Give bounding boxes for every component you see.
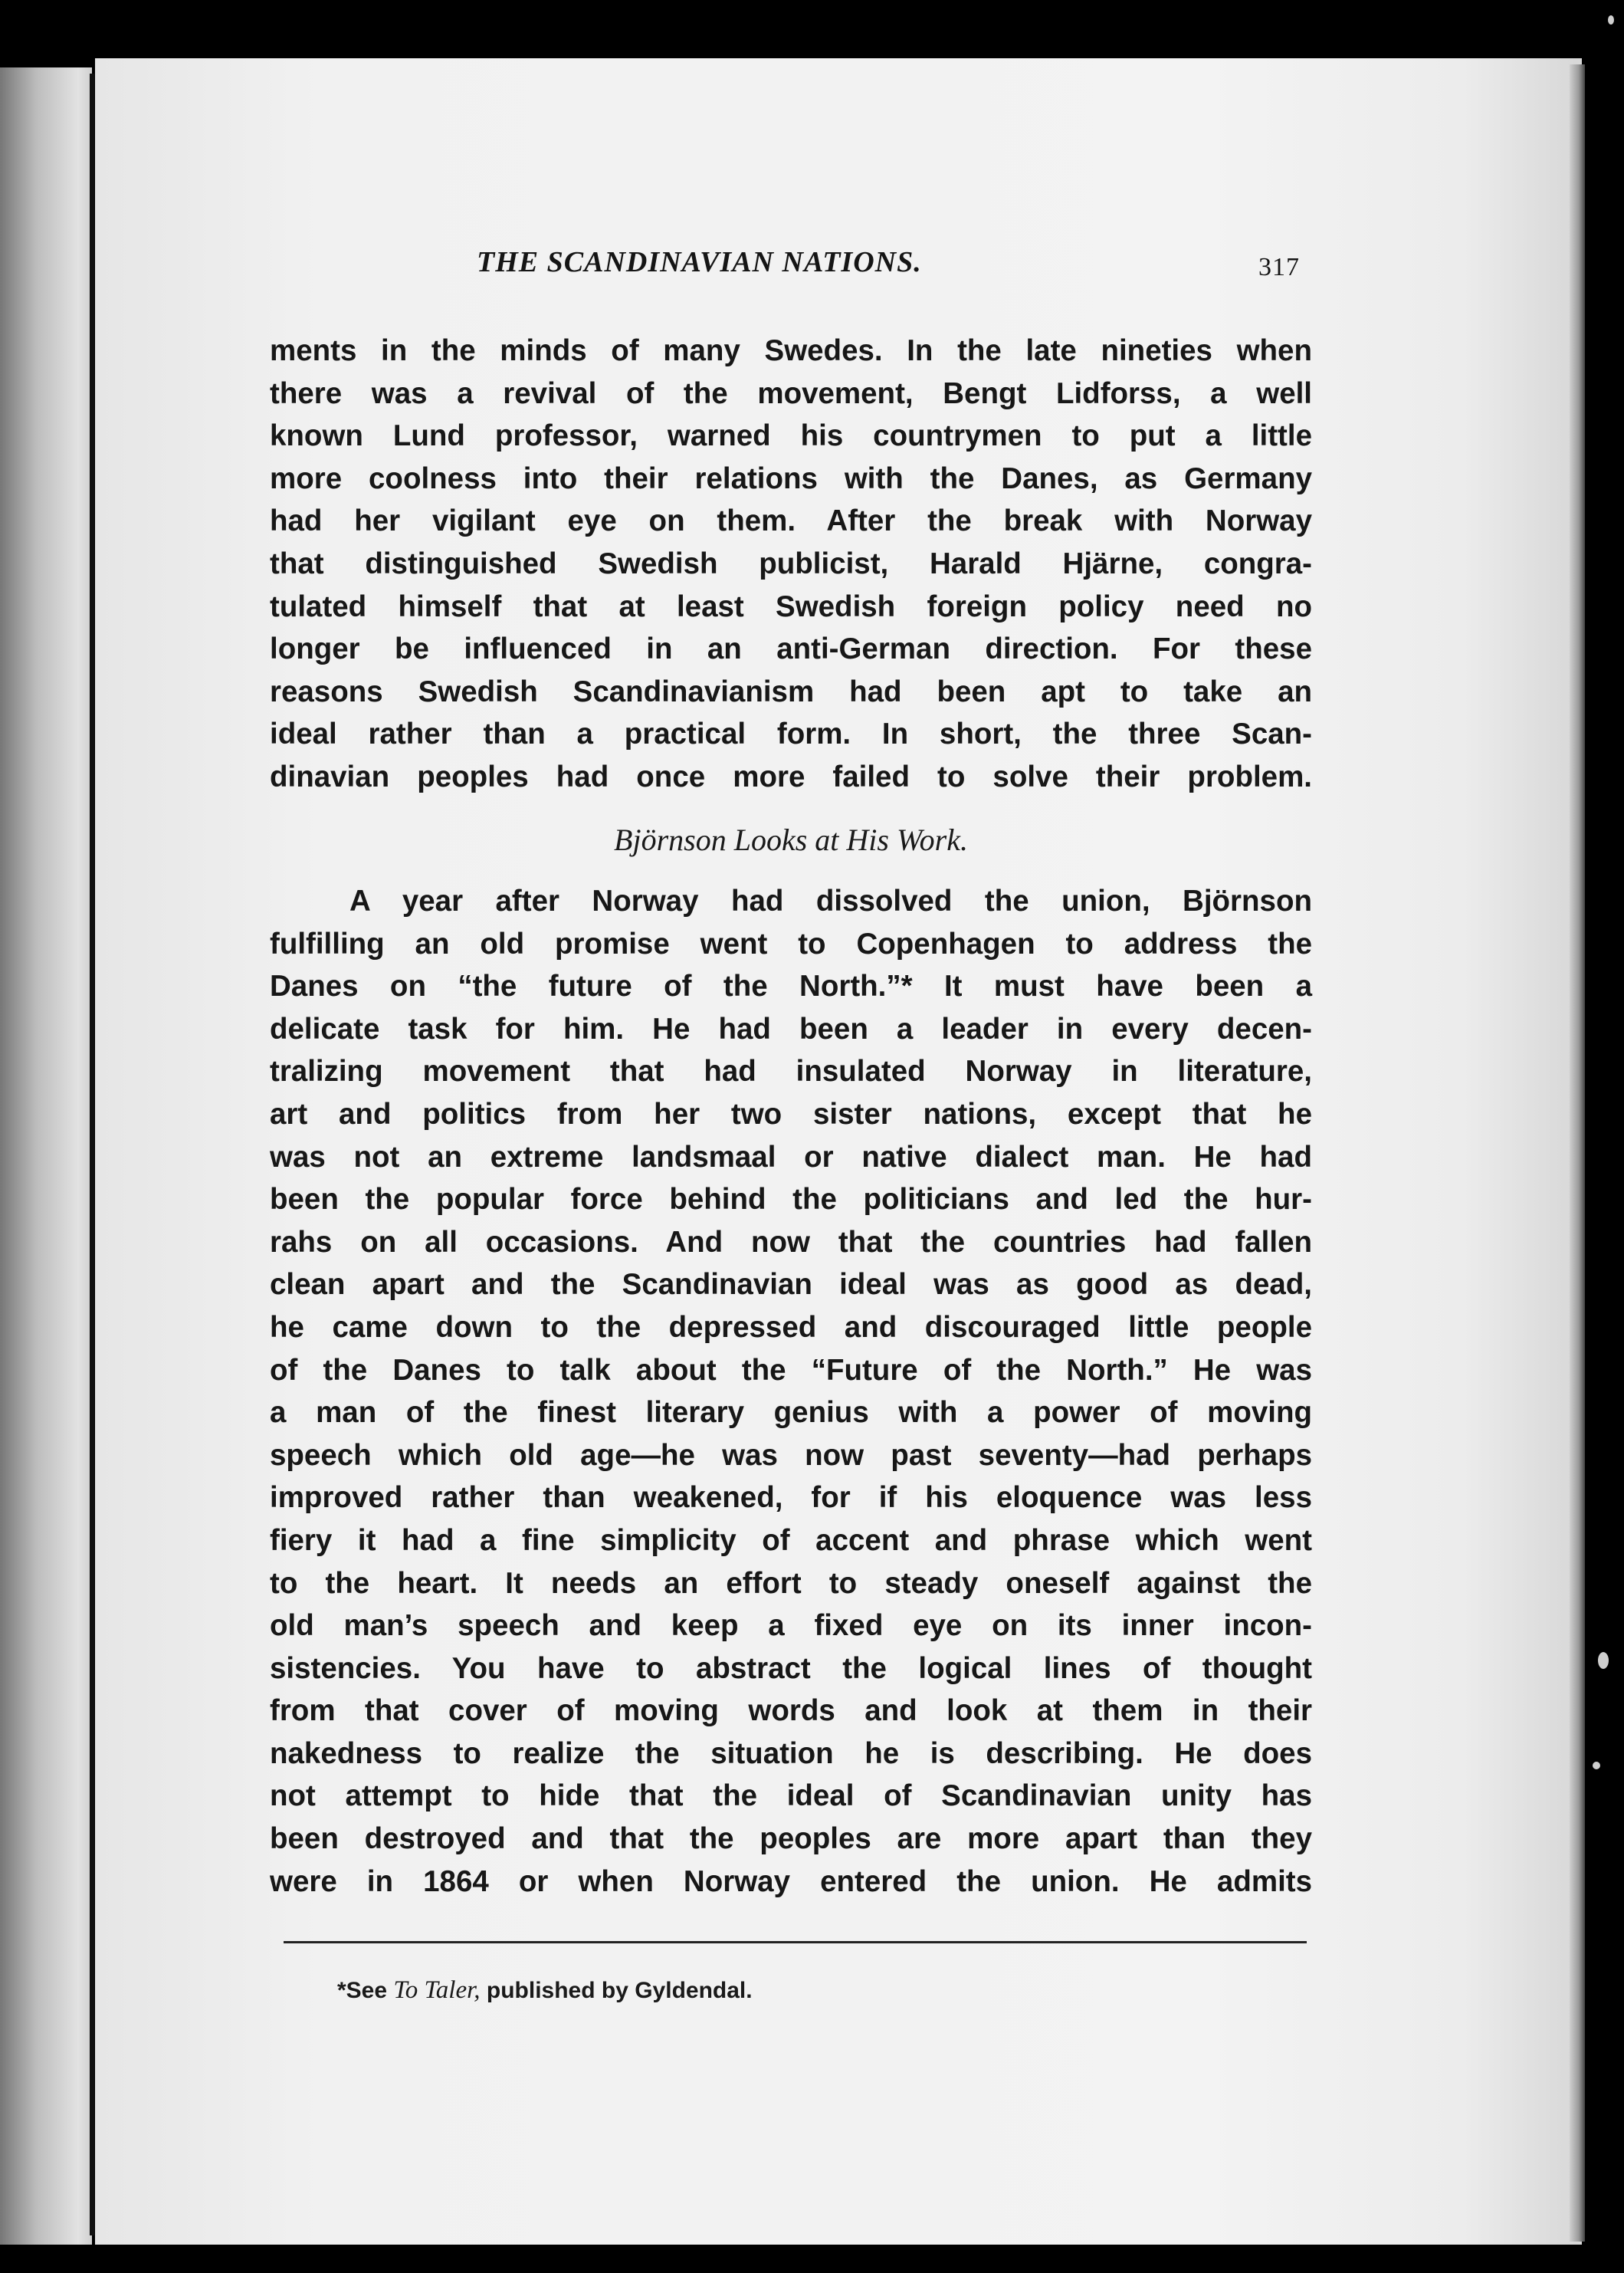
footnote-title: To Taler,: [393, 1976, 481, 2004]
previous-page-edge: [0, 67, 92, 2245]
footnote-marker: *See: [337, 1978, 394, 2003]
text-line: ideal rather than a practical form. In short, the three Scan-: [270, 718, 1312, 751]
text-line: had her vigilant eye on them. After the break with Norway: [270, 504, 1312, 538]
text-line: he came down to the depressed and discouraged little people: [270, 1310, 1312, 1344]
text-line: of the Danes to talk about the “Future of the North.” He was: [270, 1353, 1312, 1387]
section-subheading: Björnson Looks at His Work.: [614, 823, 968, 857]
text-line: delicate task for him. He had been a leader in every decen-: [270, 1012, 1312, 1046]
text-line: fulfilling an old promise went to Copenhagen to address the: [270, 927, 1312, 961]
text-line: Danes on “the future of the North.”* It must have been a: [270, 970, 1312, 1003]
text-line: improved rather than weakened, for if his eloquence was less: [270, 1481, 1312, 1515]
text-line: sistencies. You have to abstract the logical lines of thought: [270, 1651, 1312, 1685]
text-line: were in 1864 or when Norway entered the union. He admits: [270, 1864, 1312, 1898]
text-line: nakedness to realize the situation he is describing. He does: [270, 1736, 1312, 1770]
text-line: rahs on all occasions. And now that the countries had fallen: [270, 1225, 1312, 1259]
paragraph-2: [270, 880, 1312, 1903]
text-line: there was a revival of the movement, Bengt Lidforss, a well: [270, 376, 1312, 410]
paragraph-1: [270, 330, 1312, 799]
text-line: not attempt to hide that the ideal of Scandinavian unity has: [270, 1779, 1312, 1813]
text-line: fiery it had a fine simplicity of accent and phrase which went: [270, 1523, 1312, 1557]
page-edge-shadow: [1570, 64, 1585, 2242]
text-line: A year after Norway had dissolved the union, Björnson: [349, 885, 1312, 918]
text-line: clean apart and the Scandinavian ideal was as good as dead,: [270, 1268, 1312, 1302]
text-line: ments in the minds of many Swedes. In the late nineties when: [270, 334, 1312, 367]
running-head-title: THE SCANDINAVIAN NATIONS.: [477, 246, 922, 278]
footnote: [337, 1976, 753, 2005]
text-line: longer be influenced in an anti-German direction. For these: [270, 632, 1312, 666]
text-line: reasons Swedish Scandinavianism had been apt to take an: [270, 675, 1312, 708]
footnote-text: published by Gyldendal.: [480, 1978, 753, 2003]
dust-speck: [1598, 1652, 1609, 1669]
text-line: tralizing movement that had insulated Norway in literature,: [270, 1055, 1312, 1089]
text-line: dinavian peoples had once more failed to solve their problem.: [270, 760, 1312, 793]
text-line: from that cover of moving words and look at them in their: [270, 1694, 1312, 1728]
dust-speck: [1593, 1762, 1600, 1769]
text-line: old man’s speech and keep a fixed eye on its inner incon-: [270, 1609, 1312, 1643]
text-line: to the heart. It needs an effort to steady oneself against the: [270, 1566, 1312, 1600]
text-line: speech which old age—he was now past seventy—had perhaps: [270, 1438, 1312, 1472]
text-line: been destroyed and that the peoples are more apart than they: [270, 1822, 1312, 1856]
running-head: [270, 245, 1312, 291]
gutter-shadow: [90, 74, 94, 2235]
text-line: more coolness into their relations with the Danes, as Germany: [270, 461, 1312, 495]
text-line: been the popular force behind the politicians and led the hur-: [270, 1183, 1312, 1217]
text-line: was not an extreme landsmaal or native dialect man. He had: [270, 1140, 1312, 1174]
dust-speck: [1608, 15, 1614, 25]
text-line: art and politics from her two sister nations, except that he: [270, 1097, 1312, 1131]
text-line: known Lund professor, warned his countrymen to put a little: [270, 419, 1312, 453]
footnote-rule: [284, 1941, 1307, 1943]
text-line: a man of the finest literary genius with a power of moving: [270, 1396, 1312, 1430]
page-number: 317: [1258, 253, 1300, 281]
text-line: that distinguished Swedish publicist, Harald Hjärne, congra-: [270, 547, 1312, 580]
text-line: tulated himself that at least Swedish foreign policy need no: [270, 590, 1312, 623]
